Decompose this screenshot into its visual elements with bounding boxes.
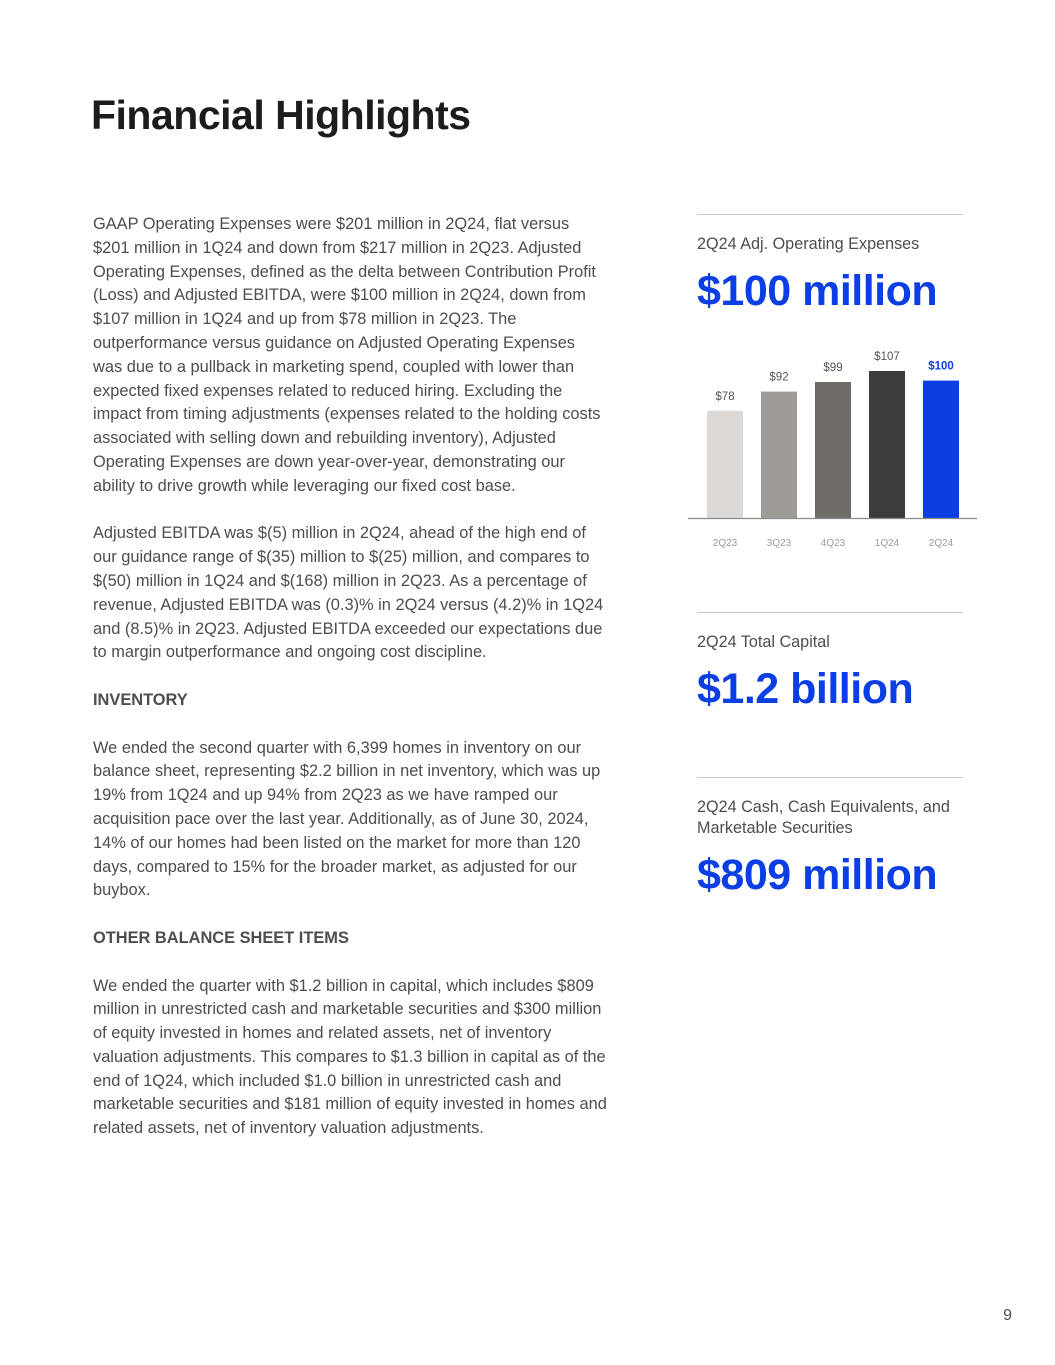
x-tick-2Q24: 2Q24 xyxy=(928,538,954,549)
inventory-heading: INVENTORY xyxy=(93,690,188,709)
inventory-paragraph: We ended the second quarter with 6,399 homes in inventory on our balance sheet, representing $2.2 billion in net inventory, which was up 19% from 1Q24 and up 94% from 2Q23 as we have ramped our acquisition pace over the last year. Additionally, as of June 30, 2024, 14% of our homes had been listed on the market for more than 120 days, compared to 15% for the broader market, as adjusted for our buybox. xyxy=(93,738,601,900)
data-label-1Q24: $107 xyxy=(874,350,900,363)
metric-adj-opex xyxy=(697,214,963,316)
data-label-4Q23: $99 xyxy=(823,361,843,374)
metric-label: 2Q24 Cash, Cash Equivalents, and Marketable Securities xyxy=(697,798,950,837)
bar-3Q23 xyxy=(761,392,797,518)
opex-paragraph: GAAP Operating Expenses were $201 million in 2Q24, flat versus $201 million in 1Q24 and down from $217 million in 2Q23. Adjusted Operating Expenses, defined as the delta between Contribution Profit (Loss) and Adjusted EBITDA, were $100 million in 2Q24, down from $107 million in 1Q24 and up from $78 million in 2Q23. The outperformance versus guidance on Adjusted Operating Expenses was due to a pullback in marketing spend, coupled with lower than expected fixed expenses related to reduced hiring. Excluding the impact from timing adjustments (expenses related to the holding costs associated with selling down and rebuilding inventory), Adjusted Operating Expenses are down year-over-year, demonstrating our ability to drive growth while leveraging our fixed cost base. xyxy=(93,215,601,495)
bar-2Q23 xyxy=(707,411,743,518)
x-tick-2Q23: 2Q23 xyxy=(712,538,738,549)
other-balance-sheet-heading: OTHER BALANCE SHEET ITEMS xyxy=(93,928,349,947)
balance-sheet-paragraph: We ended the quarter with $1.2 billion in capital, which includes $809 million in unrestricted cash and marketable securities and $300 million of equity invested in homes and related assets, net of inventory valuation adjustments. This compares to $1.3 billion in capital as of the end of 1Q24, which included $1.0 billion in unrestricted cash and marketable securities and $181 million of equity invested in homes and related assets, net of inventory valuation adjustments. xyxy=(93,976,607,1138)
page-number: 9 xyxy=(1003,1307,1012,1324)
metric-total-capital xyxy=(697,612,963,714)
metric-cash xyxy=(697,777,963,900)
ebitda-paragraph: Adjusted EBITDA was $(5) million in 2Q24, ahead of the high end of our guidance range of $(35) million to $(25) million, and compares to $(50) million in 1Q24 and $(168) million in 2Q23. As a percentage of revenue, Adjusted EBITDA was (0.3)% in 2Q24 versus (4.2)% in 1Q24 and (8.5)% in 2Q23. Adjusted EBITDA exceeded our expectations due to margin outperformance and ongoing cost discipline. xyxy=(93,524,604,662)
divider xyxy=(697,214,963,215)
divider xyxy=(697,612,963,613)
x-tick-4Q23: 4Q23 xyxy=(820,538,846,549)
metric-value: $809 million xyxy=(697,851,938,899)
divider xyxy=(697,777,963,778)
metric-label: 2Q24 Adj. Operating Expenses xyxy=(697,235,920,253)
metric-label: 2Q24 Total Capital xyxy=(697,633,830,651)
x-tick-1Q24: 1Q24 xyxy=(874,538,900,549)
data-label-3Q23: $92 xyxy=(769,371,789,384)
bar-1Q24 xyxy=(869,371,905,518)
bar-4Q23 xyxy=(815,382,851,518)
bar-2Q24 xyxy=(923,381,959,518)
data-label-2Q24: $100 xyxy=(928,360,954,373)
page-title: Financial Highlights xyxy=(91,92,471,138)
metric-value: $1.2 billion xyxy=(697,665,914,713)
data-label-2Q23: $78 xyxy=(715,390,735,403)
adj-opex-bar-chart xyxy=(687,350,979,555)
x-tick-3Q23: 3Q23 xyxy=(766,538,792,549)
metric-value: $100 million xyxy=(697,267,938,315)
body-text-column xyxy=(93,213,608,1165)
